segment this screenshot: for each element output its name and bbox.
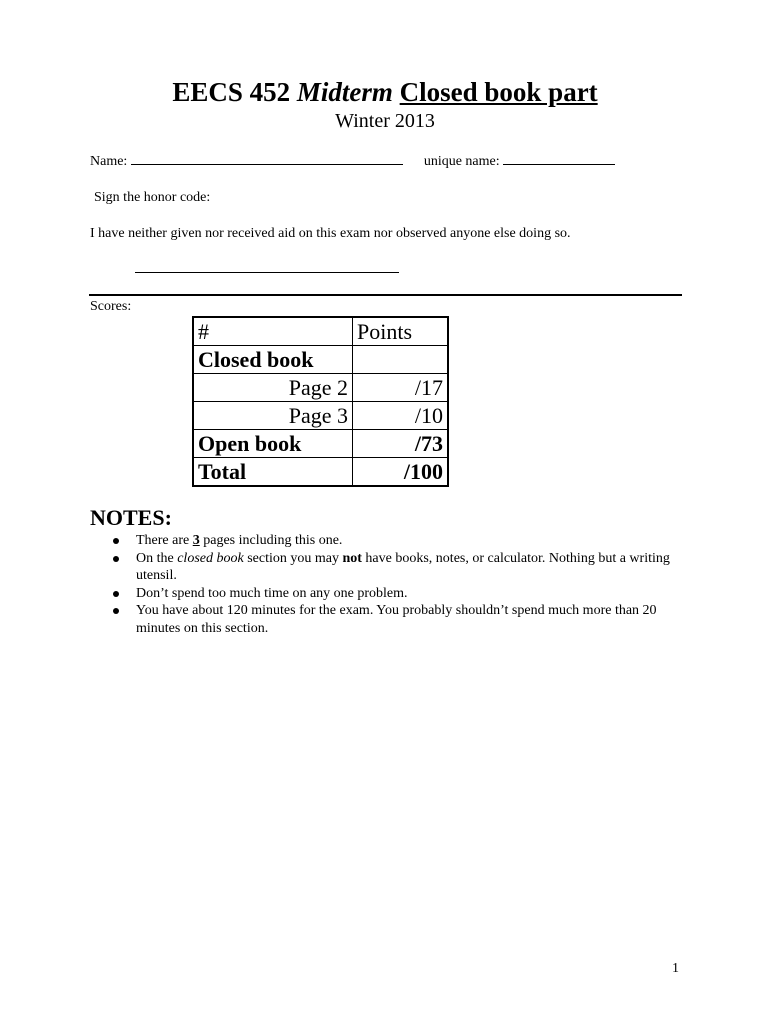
row-points: /100: [353, 458, 449, 487]
header-number: #: [193, 317, 353, 346]
row-label: Closed book: [193, 346, 353, 374]
name-label: Name:: [90, 154, 128, 169]
title-exam: Midterm: [296, 77, 393, 107]
page-subtitle: Winter 2013: [335, 110, 435, 132]
table-row: [193, 346, 448, 374]
section-divider: [89, 294, 682, 296]
page-number: 1: [672, 961, 679, 976]
list-item: Don’t spend too much time on any one problem.: [110, 585, 670, 603]
notes-heading: NOTES:: [90, 505, 172, 530]
list-item: There are 3 pages including this one.: [110, 532, 670, 550]
title-course: EECS 452: [172, 77, 297, 107]
row-points: /73: [353, 430, 449, 458]
signature-field[interactable]: [135, 272, 399, 273]
row-label: Total: [193, 458, 353, 487]
honor-pledge: I have neither given nor received aid on this exam nor observed anyone else doing so.: [90, 226, 571, 241]
unique-name-field[interactable]: [503, 151, 615, 165]
row-points: [353, 346, 449, 374]
notes-list: [110, 532, 670, 637]
name-row: [90, 151, 615, 170]
unique-name-label: unique name:: [423, 154, 500, 169]
name-field[interactable]: [131, 151, 403, 165]
title-part: Closed book part: [399, 77, 598, 107]
header-points: Points: [353, 317, 449, 346]
row-points: /10: [353, 402, 449, 430]
row-label: Page 3: [193, 402, 353, 430]
row-label: Open book: [193, 430, 353, 458]
scores-table: [192, 316, 449, 487]
table-row: [193, 458, 448, 487]
page-title: [0, 76, 770, 108]
honor-code-label: Sign the honor code:: [94, 190, 211, 205]
table-header-row: [193, 317, 448, 346]
row-label: Page 2: [193, 374, 353, 402]
list-item: You have about 120 minutes for the exam. You probably shouldn’t spend much more than 20 minutes on this section.: [110, 602, 670, 637]
row-points: /17: [353, 374, 449, 402]
table-row: [193, 402, 448, 430]
table-row: [193, 430, 448, 458]
table-row: [193, 374, 448, 402]
scores-label: Scores:: [90, 299, 132, 314]
list-item: On the closed book section you may not have books, notes, or calculator. Nothing but a writing utensil.: [110, 550, 670, 585]
